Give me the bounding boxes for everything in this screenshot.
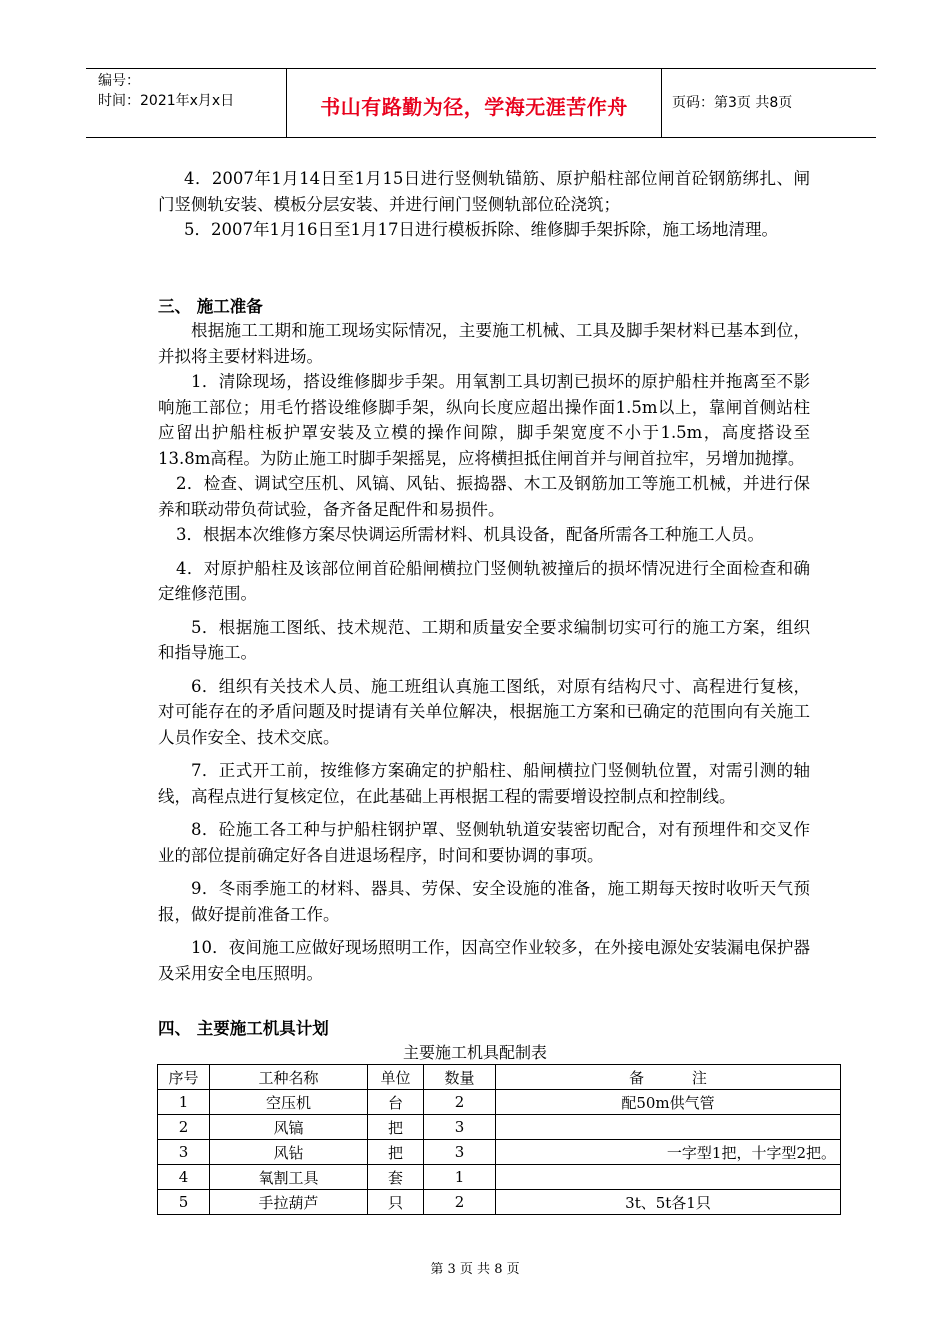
column-header: 备 注 <box>496 1065 841 1090</box>
header-meta-cell <box>86 69 287 137</box>
prep-item-10: 10．夜间施工应做好现场照明工作，因高空作业较多，在外接电源处安装漏电保护器及采用安全电压照明。 <box>158 938 810 983</box>
table-cell: 2 <box>424 1090 496 1115</box>
prep-item-8: 8．砼施工各工种与护船柱钢护罩、竖侧轨轨道安装密切配合，对有预埋件和交叉作业的部位提前确定好各自进退场程序，时间和要协调的事项。 <box>158 820 810 865</box>
intro-item-5: 5．2007年1月16日至1月17日进行模板拆除、维修脚手架拆除，施工场地清理。 <box>184 220 778 239</box>
table-cell <box>496 1115 841 1140</box>
serial-label: 编号： <box>98 73 140 89</box>
table-row <box>158 1190 841 1215</box>
column-header: 工种名称 <box>210 1065 368 1090</box>
table-row <box>158 1115 841 1140</box>
section-4-heading: 四、 主要施工机具计划 <box>158 1019 329 1038</box>
table-cell: 3 <box>158 1140 210 1165</box>
section-3-intro: 根据施工工期和施工现场实际情况，主要施工机械、工具及脚手架材料已基本到位，并拟将主要材料进场。 <box>158 321 810 366</box>
header-page-cell <box>662 69 876 137</box>
table-cell: 氧割工具 <box>210 1165 368 1190</box>
table-cell: 3 <box>424 1115 496 1140</box>
prep-item-1: 1．清除现场，搭设维修脚步手架。用氧割工具切割已损坏的原护船柱并拖离至不影响施工部位；用毛竹搭设维修脚手架，纵向长度应超出操作面1.5m以上，靠闸首侧站柱应留出护船柱板护罩安装及立模的操作间隙，脚手架宽度不小于1.5m，高度搭设至13.8m高程。为防止施工时脚手架摇晃，应将横担抵住闸首并与闸首拉牢，另增加抛撑。 <box>158 372 810 468</box>
table-cell: 风钻 <box>210 1140 368 1165</box>
table-cell: 3 <box>424 1140 496 1165</box>
table-cell: 1 <box>424 1165 496 1190</box>
column-header: 序号 <box>158 1065 210 1090</box>
prep-item-2: 2．检查、调试空压机、风镐、风钻、振捣器、木工及钢筋加工等施工机械，并进行保养和联动带负荷试验，备齐备足配件和易损件。 <box>158 474 810 519</box>
header-motto: 书山有路勤为径，学海无涯苦作舟 <box>320 95 628 119</box>
table-cell: 3t、5t各1只 <box>496 1190 841 1215</box>
time-label: 时间：2021年x月x日 <box>98 93 235 109</box>
table-row <box>158 1140 841 1165</box>
table-cell: 空压机 <box>210 1090 368 1115</box>
prep-item-7: 7．正式开工前，按维修方案确定的护船柱、船闸横拉门竖侧轨位置，对需引测的轴线，高程点进行复核定位，在此基础上再根据工程的需要增设控制点和控制线。 <box>158 761 810 806</box>
table-cell: 2 <box>158 1115 210 1140</box>
table-cell: 配50m供气管 <box>496 1090 841 1115</box>
equipment-table <box>157 1064 841 1215</box>
header-page-label: 页码：第3页 共8页 <box>672 95 793 111</box>
table-row <box>158 1165 841 1190</box>
table-cell: 把 <box>368 1115 424 1140</box>
table-row <box>158 1090 841 1115</box>
column-header: 单位 <box>368 1065 424 1090</box>
section-3-body <box>158 318 810 986</box>
table-cell: 套 <box>368 1165 424 1190</box>
table-cell: 把 <box>368 1140 424 1165</box>
intro-items <box>158 166 810 243</box>
table-header-row <box>158 1065 841 1090</box>
table-cell: 只 <box>368 1190 424 1215</box>
intro-item-4: 4．2007年1月14日至1月15日进行竖侧轨锚筋、原护船柱部位闸首砼钢筋绑扎、闸门竖侧轨安装、模板分层安装、并进行闸门竖侧轨部位砼浇筑； <box>158 169 810 214</box>
prep-item-4: 4．对原护船柱及该部位闸首砼船闸横拉门竖侧轨被撞后的损坏情况进行全面检查和确定维修范围。 <box>158 558 810 603</box>
page-footer: 第 3 页 共 8 页 <box>430 1262 520 1277</box>
table-cell: 手拉葫芦 <box>210 1190 368 1215</box>
table-cell: 4 <box>158 1165 210 1190</box>
table-cell: 一字型1把，十字型2把。 <box>496 1140 841 1165</box>
prep-item-3: 3．根据本次维修方案尽快调运所需材料、机具设备，配备所需各工种施工人员。 <box>176 525 764 544</box>
prep-item-9: 9．冬雨季施工的材料、器具、劳保、安全设施的准备，施工期每天按时收听天气预报，做好提前准备工作。 <box>158 879 810 924</box>
table-cell: 2 <box>424 1190 496 1215</box>
prep-item-5: 5．根据施工图纸、技术规范、工期和质量安全要求编制切实可行的施工方案，组织和指导施工。 <box>158 617 810 662</box>
prep-item-6: 6．组织有关技术人员、施工班组认真施工图纸，对原有结构尺寸、高程进行复核，对可能存在的矛盾问题及时提请有关单位解决，根据施工方案和已确定的范围向有关施工人员作安全、技术交底。 <box>158 676 810 747</box>
page-header <box>86 68 876 138</box>
table-cell <box>496 1165 841 1190</box>
table-caption: 主要施工机具配制表 <box>402 1043 547 1062</box>
table-cell: 台 <box>368 1090 424 1115</box>
column-header: 数量 <box>424 1065 496 1090</box>
section-3-heading: 三、 施工准备 <box>158 297 263 316</box>
table-cell: 5 <box>158 1190 210 1215</box>
table-cell: 风镐 <box>210 1115 368 1140</box>
table-cell: 1 <box>158 1090 210 1115</box>
header-motto-cell <box>287 69 662 137</box>
